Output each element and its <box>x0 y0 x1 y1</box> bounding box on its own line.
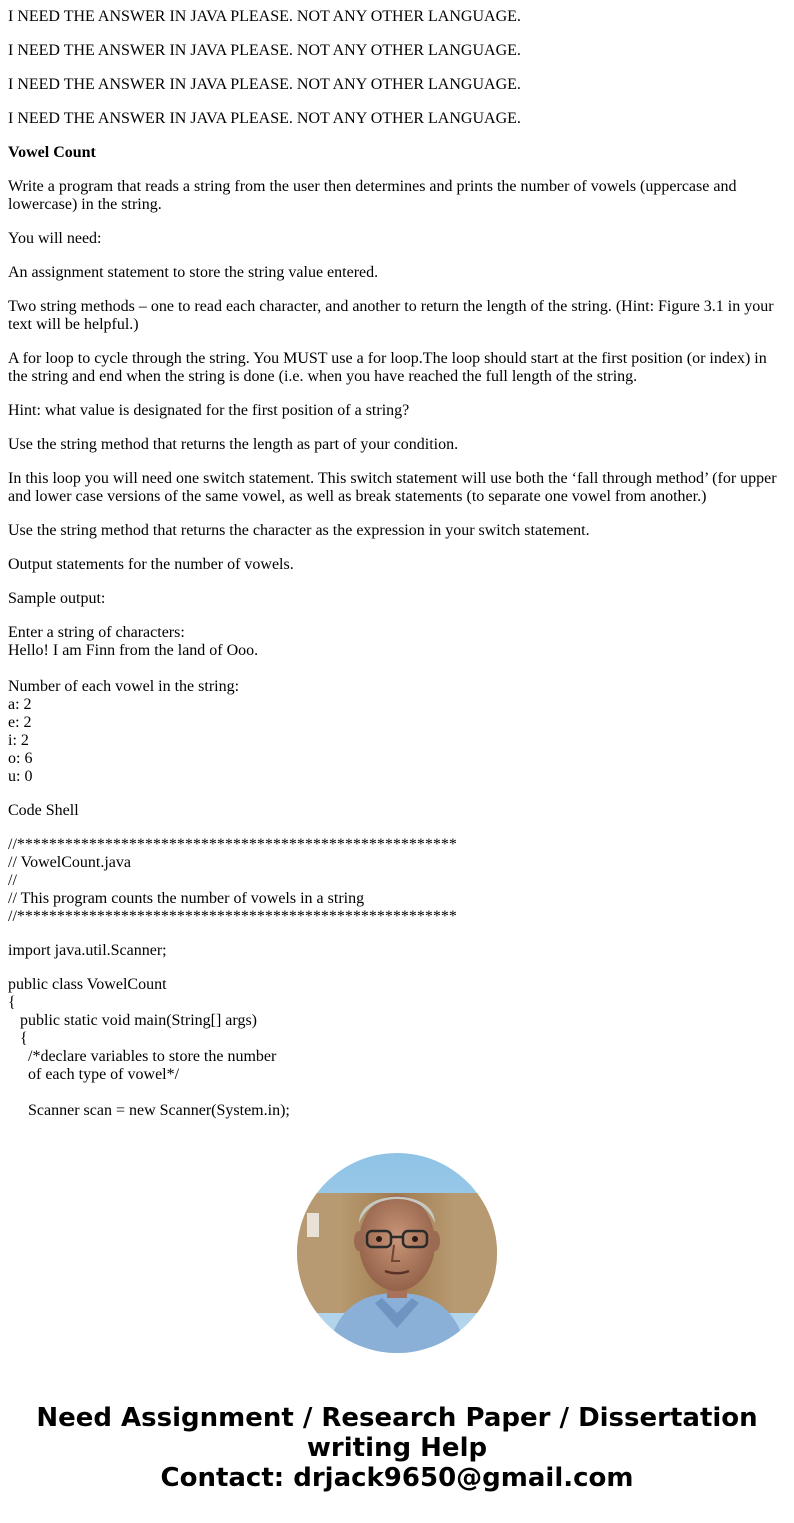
promo-line-2: writing Help <box>306 1433 488 1463</box>
promo-line-1: Need Assignment / Research Paper / Dissertation <box>36 1403 758 1433</box>
methods-line-1: Two string methods – one to read each character, and another to return the length of the string. (Hint: Figure 3.1 in your <box>8 298 774 315</box>
output-paragraph: Output statements for the number of vowels. <box>8 556 294 573</box>
header-notice-4: I NEED THE ANSWER IN JAVA PLEASE. NOT ANY OTHER LANGUAGE. <box>8 110 521 127</box>
promo-contact: Contact: drjack9650@gmail.com <box>160 1463 634 1493</box>
sample-heading: Number of each vowel in the string: <box>8 678 240 695</box>
loop-line-2: the string and end when the string is done (i.e. when you have reached the full length of the string. <box>8 368 638 385</box>
sample-prompt: Enter a string of characters: <box>8 624 185 641</box>
code-line: { <box>8 1030 28 1047</box>
promo-banner <box>0 1403 794 1493</box>
code-line <box>8 1084 786 1102</box>
sample-blank-line <box>8 660 786 678</box>
code-line: of each type of vowel*/ <box>8 1066 180 1083</box>
author-portrait-image <box>297 1153 497 1353</box>
header-notice-2: I NEED THE ANSWER IN JAVA PLEASE. NOT ANY OTHER LANGUAGE. <box>8 42 521 59</box>
assignment-title: Vowel Count <box>8 144 96 161</box>
code-shell-label: Code Shell <box>8 802 79 819</box>
loop-line-1: A for loop to cycle through the string. You MUST use a for loop.The loop should start at the first position (or index) in <box>8 350 767 367</box>
need-paragraph: You will need: <box>8 230 102 247</box>
switch-line-2: and lower case versions of the same vowel, as well as break statements (to separate one vowel from another.) <box>8 488 707 505</box>
switch-line-1: In this loop you will need one switch statement. This switch statement will use both the ‘fall through method’ (for upper <box>8 470 777 487</box>
sample-count-e: e: 2 <box>8 714 32 731</box>
intro-line-2: lowercase) in the string. <box>8 196 162 213</box>
intro-line-1: Write a program that reads a string from the user then determines and prints the number of vowels (uppercase and <box>8 178 737 195</box>
for-loop-paragraph <box>8 350 786 386</box>
char-method-paragraph: Use the string method that returns the character as the expression in your switch statement. <box>8 522 590 539</box>
methods-line-2: text will be helpful.) <box>8 316 139 333</box>
code-header-line: //******************************************************* <box>8 836 457 853</box>
sample-output-label: Sample output: <box>8 590 106 607</box>
hint-paragraph: Hint: what value is designated for the first position of a string? <box>8 402 410 419</box>
code-line: { <box>8 994 16 1011</box>
sample-count-u: u: 0 <box>8 768 33 785</box>
code-line: Scanner scan = new Scanner(System.in); <box>8 1102 290 1119</box>
document-body <box>8 0 786 1136</box>
sample-count-a: a: 2 <box>8 696 32 713</box>
code-header-line: // VowelCount.java <box>8 854 131 871</box>
code-header-block <box>8 836 786 926</box>
assignment-statement-paragraph: An assignment statement to store the string value entered. <box>8 264 379 281</box>
code-header-line: //******************************************************* <box>8 908 457 925</box>
sample-count-i: i: 2 <box>8 732 29 749</box>
string-methods-paragraph <box>8 298 786 334</box>
length-paragraph: Use the string method that returns the length as part of your condition. <box>8 436 459 453</box>
code-line: public class VowelCount <box>8 976 167 993</box>
intro-paragraph <box>8 178 786 214</box>
author-avatar <box>297 1153 497 1353</box>
code-header-line: // <box>8 872 17 889</box>
code-line: public static void main(String[] args) <box>8 1012 257 1029</box>
code-import-line: import java.util.Scanner; <box>8 942 167 959</box>
sample-input: Hello! I am Finn from the land of Ooo. <box>8 642 259 659</box>
switch-paragraph <box>8 470 786 506</box>
code-header-line: // This program counts the number of vowels in a string <box>8 890 365 907</box>
header-notice-3: I NEED THE ANSWER IN JAVA PLEASE. NOT ANY OTHER LANGUAGE. <box>8 76 521 93</box>
sample-count-o: o: 6 <box>8 750 33 767</box>
code-line: /*declare variables to store the number <box>8 1048 277 1065</box>
header-notice-1: I NEED THE ANSWER IN JAVA PLEASE. NOT ANY OTHER LANGUAGE. <box>8 8 521 25</box>
sample-output-block <box>8 624 786 786</box>
code-body-block <box>8 976 786 1120</box>
